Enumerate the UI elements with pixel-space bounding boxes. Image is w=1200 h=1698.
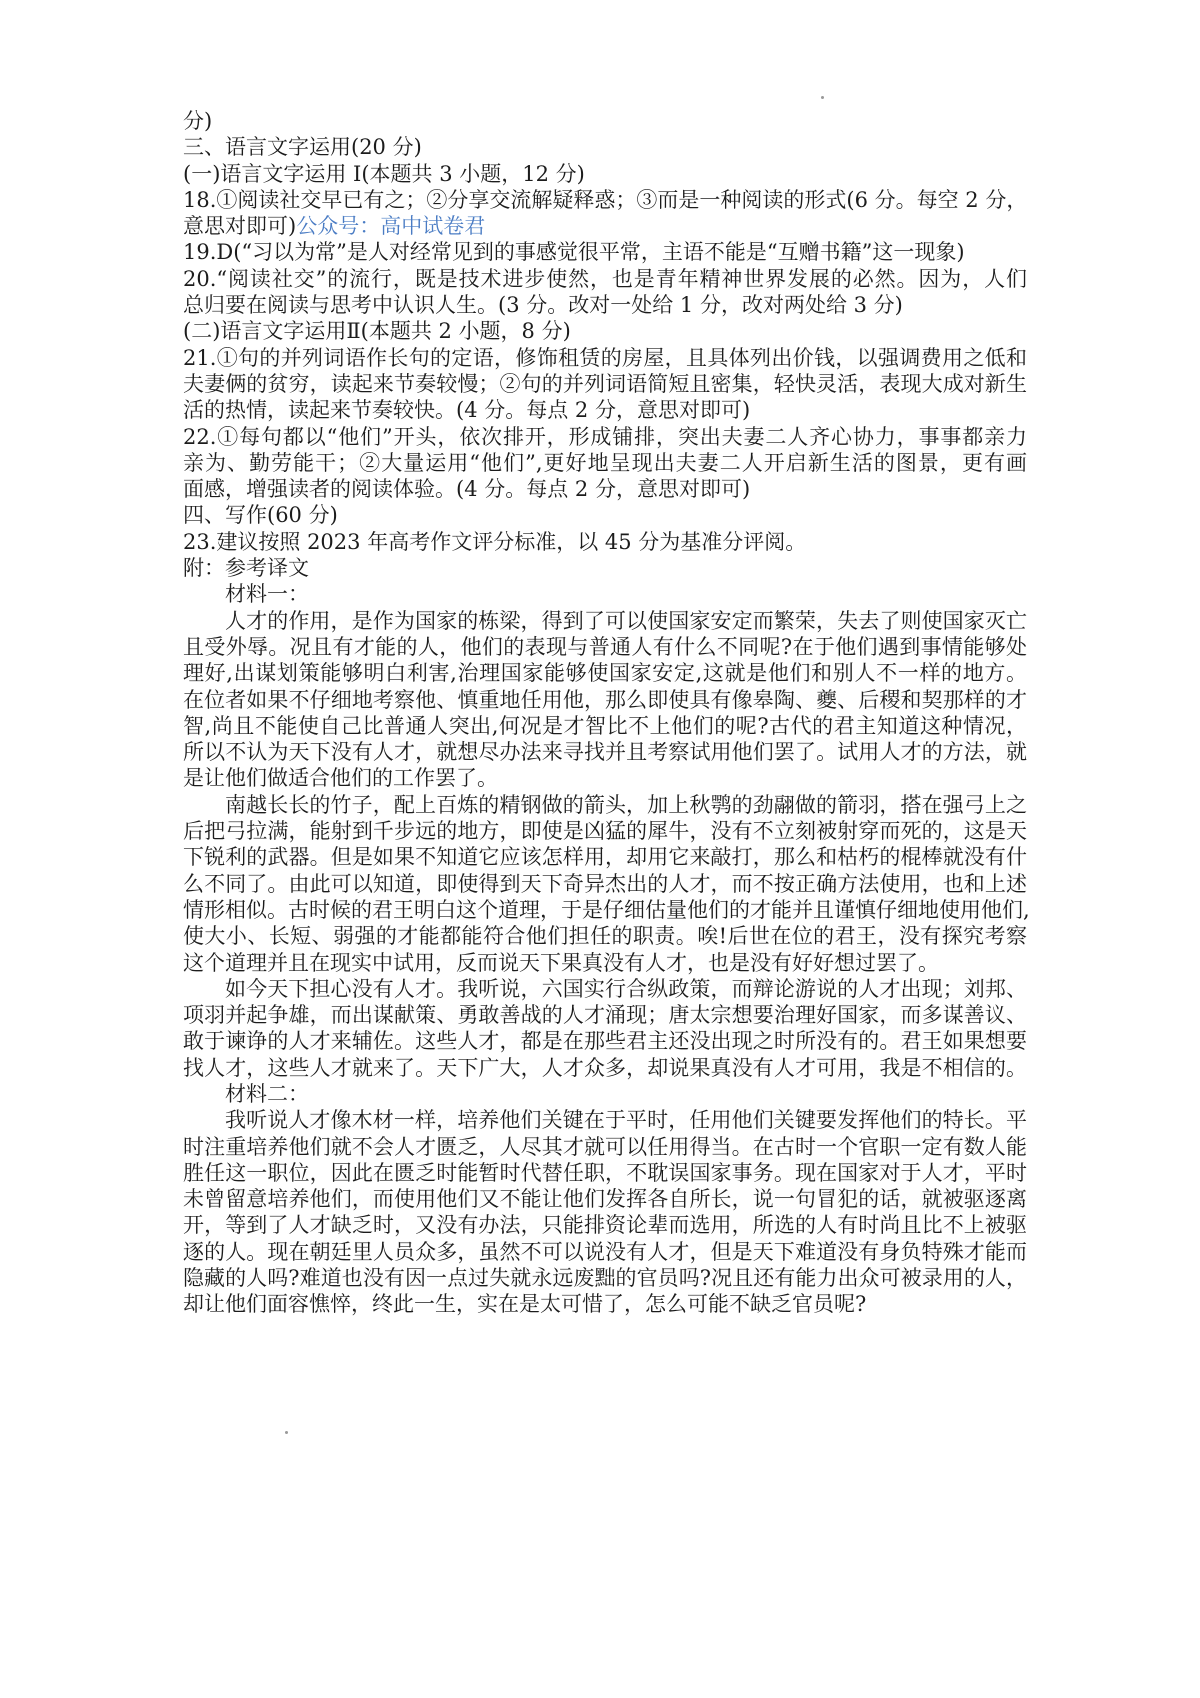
translation-line: 下锐利的武器。但是如果不知道它应该怎样用，却用它来敲打，那么和枯朽的棍棒就没有什 xyxy=(183,845,1027,870)
answer-22-line: 面感，增强读者的阅读体验。(4 分。每点 2 分，意思对即可) xyxy=(183,477,751,502)
material-2-label: 材料二： xyxy=(225,1081,309,1106)
translation-line: 且受外辱。况且有才能的人，他们的表现与普通人有什么不同呢?在于他们遇到事情能够处 xyxy=(183,634,1027,659)
translation-line: 如今天下担心没有人才。我听说，六国实行合纵政策，而辩论游说的人才出现；刘邦、 xyxy=(225,976,1027,1001)
translation-line: 时注重培养他们就不会人才匮乏，人尽其才就可以任用得当。在古时一个官职一定有数人能 xyxy=(183,1134,1027,1159)
translation-line: 找人才，这些人才就来了。天下广大，人才众多，却说果真没有人才可用，我是不相信的。 xyxy=(183,1055,1027,1080)
section-3-heading: 三、语言文字运用(20 分) xyxy=(183,135,422,160)
translation-line: 在位者如果不仔细地考察他、慎重地任用他，那么即使具有像皋陶、夔、后稷和契那样的才 xyxy=(183,687,1027,712)
part-1-heading: (一)语言文字运用 I(本题共 3 小题，12 分) xyxy=(183,161,585,186)
translation-line: 南越长长的竹子，配上百炼的精钢做的箭头，加上秋鹗的劲翮做的箭羽，搭在强弓上之 xyxy=(225,792,1027,817)
translation-line: 所以不认为天下没有人才，就想尽办法来寻找并且考察试用他们罢了。试用人才的方法，就 xyxy=(183,740,1027,765)
translation-line: 却让他们面容憔悴，终此一生，实在是太可惜了，怎么可能不缺乏官员呢? xyxy=(183,1292,867,1317)
translation-line: 项羽并起争雄，而出谋献策、勇敢善战的人才涌现；唐太宗想要治理好国家，而多谋善议、 xyxy=(183,1003,1027,1028)
translation-line: 逐的人。现在朝廷里人员众多，虽然不可以说没有人才，但是天下难道没有身负特殊才能而 xyxy=(183,1239,1027,1264)
translation-line: 这个道理并且在现实中试用，反而说天下果真没有人才，也是没有好好想过罢了。 xyxy=(183,950,939,975)
answer-23-line: 23.建议按照 2023 年高考作文评分标准，以 45 分为基准分评阅。 xyxy=(183,529,807,554)
translation-line: 么不同了。由此可以知道，即使得到天下奇异杰出的人才，而不按正确方法使用，也和上述 xyxy=(183,871,1027,896)
translation-line: 使大小、长短、弱强的才能都能符合他们担任的职责。唉!后世在位的君王，没有探究考察 xyxy=(183,924,1027,949)
answer-18-text: 意思对即可) xyxy=(183,214,297,239)
translation-line: 智,尚且不能使自己比普通人突出,何况是才智比不上他们的呢?古代的君主知道这种情况， xyxy=(183,713,1027,738)
scan-mark xyxy=(285,1431,288,1434)
source-tag: 公众号：高中试卷君 xyxy=(296,214,486,239)
answer-18-line xyxy=(183,213,1027,239)
translation-line: 开，等到了人才缺乏时，又没有办法，只能排资论辈而选用，所选的人有时尚且比不上被驱 xyxy=(183,1213,1027,1238)
continued-score-text: 分) xyxy=(183,109,213,133)
translation-line: 我听说人才像木材一样，培养他们关键在于平时，任用他们关键要发挥他们的特长。平 xyxy=(225,1108,1027,1133)
appendix-heading: 附：参考译文 xyxy=(183,556,309,581)
translation-line: 隐藏的人吗?难道也没有因一点过失就永远废黜的官员吗?况且还有能力出众可被录用的人， xyxy=(183,1266,1027,1291)
answer-21-line: 活的热情，读起来节奏较快。(4 分。每点 2 分，意思对即可) xyxy=(183,398,751,423)
translation-line: 敢于谏诤的人才来辅佐。这些人才，都是在那些君主还没出现之时所没有的。君王如果想要 xyxy=(183,1029,1027,1054)
translation-line: 后把弓拉满，能射到千步远的地方，即使是凶猛的犀牛，没有不立刻被射穿而死的，这是天 xyxy=(183,819,1027,844)
answer-22-line: 22.①每句都以“他们”开头，依次排开，形成铺排，突出夫妻二人齐心协力，事事都亲力 xyxy=(183,424,1027,449)
material-1-label: 材料一： xyxy=(225,582,309,607)
section-4-heading: 四、写作(60 分) xyxy=(183,503,338,528)
answer-19-line: 19.D(“习以为常”是人对经常见到的事感觉很平常，主语不能是“互赠书籍”这一现象) xyxy=(183,240,965,265)
translation-line: 理好,出谋划策能够明白利害,治理国家能够使国家安定,这就是他们和别人不一样的地方。 xyxy=(183,661,1027,686)
part-2-heading: (二)语言文字运用Ⅱ(本题共 2 小题，8 分) xyxy=(183,319,571,344)
translation-line: 人才的作用，是作为国家的栋梁，得到了可以使国家安定而繁荣，失去了则使国家灭亡 xyxy=(225,608,1027,633)
scan-mark xyxy=(821,96,824,99)
translation-line: 是让他们做适合他们的工作罢了。 xyxy=(183,766,498,791)
answer-20-line: 总归要在阅读与思考中认识人生。(3 分。改对一处给 1 分，改对两处给 3 分) xyxy=(183,293,903,318)
answer-22-line: 亲为、勤劳能干；②大量运用“他们”,更好地呈现出夫妻二人开启新生活的图景，更有画 xyxy=(183,450,1027,475)
translation-line: 未曾留意培养他们，而使用他们又不能让他们发挥各自所长，说一句冒犯的话，就被驱逐离 xyxy=(183,1187,1027,1212)
answer-21-line: 夫妻俩的贫穷，读起来节奏较慢；②句的并列词语简短且密集，轻快灵活，表现大成对新生 xyxy=(183,371,1027,396)
translation-line: 胜任这一职位，因此在匮乏时能暂时代替任职，不耽误国家事务。现在国家对于人才，平时 xyxy=(183,1160,1027,1185)
document-body xyxy=(183,108,1030,1318)
answer-21-line: 21.①句的并列词语作长句的定语，修饰租赁的房屋，且具体列出价钱，以强调费用之低和 xyxy=(183,345,1027,370)
answer-18-line: 18.①阅读社交早已有之；②分享交流解疑释惑；③而是一种阅读的形式(6 分。每空 2 分， xyxy=(183,187,1028,212)
translation-line: 情形相似。古时候的君王明白这个道理，于是仔细估量他们的才能并且谨慎仔细地使用他们, xyxy=(183,897,1030,922)
answer-20-line: 20.“阅读社交”的流行，既是技术进步使然，也是青年精神世界发展的必然。因为，人们 xyxy=(183,266,1027,291)
